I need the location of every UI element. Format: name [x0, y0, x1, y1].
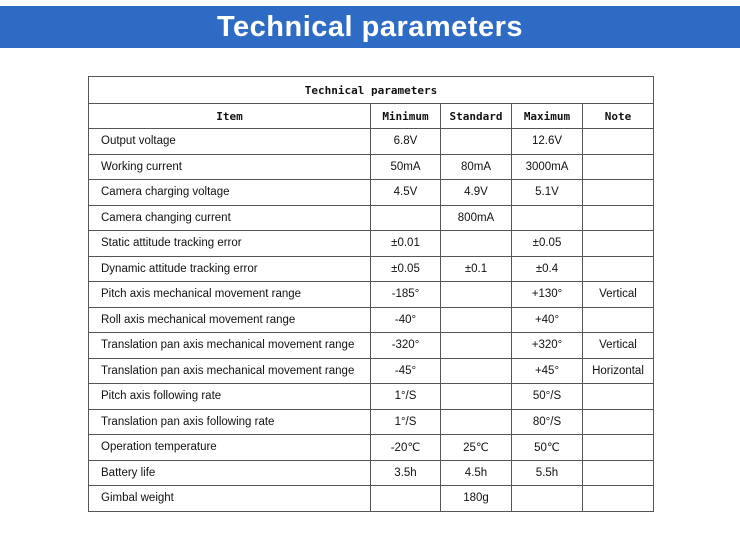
header-standard: Standard [441, 104, 512, 129]
item-cell: Working current [89, 154, 371, 180]
minimum-cell: 1°/S [371, 384, 441, 410]
minimum-cell: 6.8V [371, 129, 441, 155]
note-cell [583, 409, 654, 435]
table-row [89, 384, 654, 410]
maximum-cell: 5.1V [512, 180, 583, 206]
maximum-cell [512, 486, 583, 512]
minimum-cell: -45° [371, 358, 441, 384]
header-item: Item [89, 104, 371, 129]
table-row [89, 205, 654, 231]
standard-cell [441, 231, 512, 257]
note-cell [583, 384, 654, 410]
maximum-cell [512, 205, 583, 231]
minimum-cell: 50mA [371, 154, 441, 180]
note-cell [583, 307, 654, 333]
note-cell: Horizontal [583, 358, 654, 384]
minimum-cell: -320° [371, 333, 441, 359]
table-row [89, 358, 654, 384]
note-cell [583, 154, 654, 180]
standard-cell: 180g [441, 486, 512, 512]
maximum-cell: 12.6V [512, 129, 583, 155]
item-cell: Static attitude tracking error [89, 231, 371, 257]
note-cell: Vertical [583, 282, 654, 308]
maximum-cell: +130° [512, 282, 583, 308]
minimum-cell: -40° [371, 307, 441, 333]
maximum-cell: 5.5h [512, 460, 583, 486]
standard-cell: 800mA [441, 205, 512, 231]
item-cell: Pitch axis mechanical movement range [89, 282, 371, 308]
note-cell [583, 231, 654, 257]
maximum-cell: +40° [512, 307, 583, 333]
note-cell [583, 256, 654, 282]
standard-cell [441, 282, 512, 308]
table-body [89, 129, 654, 512]
minimum-cell [371, 205, 441, 231]
table-row [89, 129, 654, 155]
item-cell: Operation temperature [89, 435, 371, 461]
item-cell: Gimbal weight [89, 486, 371, 512]
header-maximum: Maximum [512, 104, 583, 129]
item-cell: Translation pan axis mechanical movement range [89, 333, 371, 359]
header-note: Note [583, 104, 654, 129]
item-cell: Translation pan axis following rate [89, 409, 371, 435]
item-cell: Roll axis mechanical movement range [89, 307, 371, 333]
table-row [89, 256, 654, 282]
table-row [89, 435, 654, 461]
minimum-cell [371, 486, 441, 512]
standard-cell: ±0.1 [441, 256, 512, 282]
banner-title: Technical parameters [0, 6, 740, 48]
note-cell [583, 460, 654, 486]
minimum-cell: -185° [371, 282, 441, 308]
note-cell [583, 205, 654, 231]
item-cell: Camera changing current [89, 205, 371, 231]
item-cell: Output voltage [89, 129, 371, 155]
standard-cell: 25℃ [441, 435, 512, 461]
maximum-cell: 50℃ [512, 435, 583, 461]
standard-cell [441, 358, 512, 384]
minimum-cell: ±0.01 [371, 231, 441, 257]
minimum-cell: 1°/S [371, 409, 441, 435]
table-row [89, 409, 654, 435]
note-cell [583, 486, 654, 512]
minimum-cell: ±0.05 [371, 256, 441, 282]
table-row [89, 460, 654, 486]
item-cell: Camera charging voltage [89, 180, 371, 206]
technical-parameters-table [88, 76, 654, 512]
minimum-cell: 4.5V [371, 180, 441, 206]
standard-cell [441, 333, 512, 359]
table-title: Technical parameters [89, 77, 654, 104]
maximum-cell: +320° [512, 333, 583, 359]
item-cell: Translation pan axis mechanical movement range [89, 358, 371, 384]
note-cell: Vertical [583, 333, 654, 359]
note-cell [583, 129, 654, 155]
maximum-cell: ±0.05 [512, 231, 583, 257]
maximum-cell: 3000mA [512, 154, 583, 180]
standard-cell: 4.9V [441, 180, 512, 206]
header-minimum: Minimum [371, 104, 441, 129]
standard-cell [441, 129, 512, 155]
standard-cell: 4.5h [441, 460, 512, 486]
minimum-cell: 3.5h [371, 460, 441, 486]
note-cell [583, 435, 654, 461]
standard-cell: 80mA [441, 154, 512, 180]
standard-cell [441, 409, 512, 435]
maximum-cell: +45° [512, 358, 583, 384]
table-row [89, 154, 654, 180]
table-row [89, 180, 654, 206]
table-row [89, 333, 654, 359]
table-row [89, 231, 654, 257]
standard-cell [441, 307, 512, 333]
item-cell: Dynamic attitude tracking error [89, 256, 371, 282]
standard-cell [441, 384, 512, 410]
maximum-cell: 80°/S [512, 409, 583, 435]
item-cell: Pitch axis following rate [89, 384, 371, 410]
maximum-cell: 50°/S [512, 384, 583, 410]
maximum-cell: ±0.4 [512, 256, 583, 282]
table-row [89, 282, 654, 308]
minimum-cell: -20℃ [371, 435, 441, 461]
note-cell [583, 180, 654, 206]
table-row [89, 307, 654, 333]
table-row [89, 486, 654, 512]
item-cell: Battery life [89, 460, 371, 486]
